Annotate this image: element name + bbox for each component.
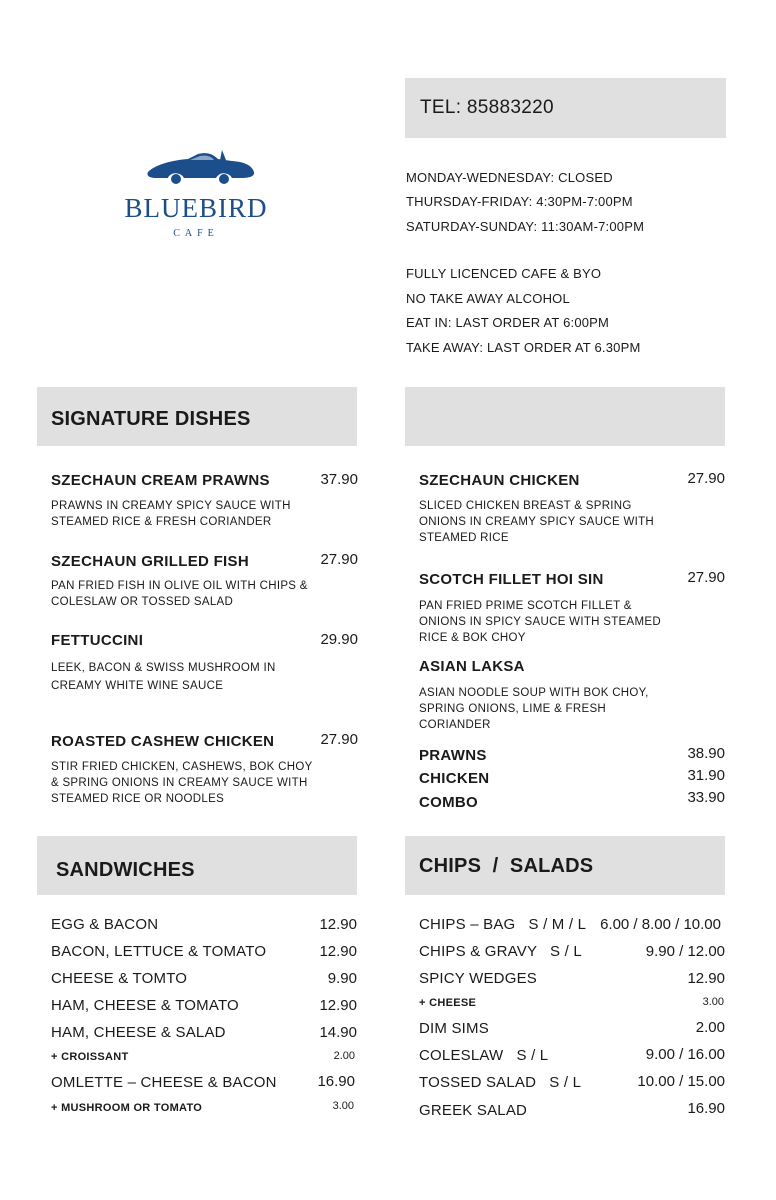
- sandwich-price: 12.90: [319, 997, 357, 1014]
- dish-description: PRAWNS IN CREAMY SPICY SAUCE WITH STEAMED RICE & FRESH CORIANDER: [51, 500, 291, 528]
- signature-header-bar-right: [405, 387, 725, 446]
- chips-addon-name: + CHEESE: [419, 997, 477, 1009]
- phone-number: TEL: 85883220: [420, 97, 554, 118]
- chips-item-name: GREEK SALAD: [419, 1102, 528, 1119]
- chips-item-name: CHIPS – BAG S / M / L: [419, 916, 587, 933]
- laksa-option-price: 33.90: [687, 789, 725, 806]
- sandwich-addon-name: + CROISSANT: [51, 1051, 129, 1063]
- chips-item-price: 6.00 / 8.00 / 10.00: [600, 916, 721, 933]
- hours-line: SATURDAY-SUNDAY: 11:30AM-7:00PM: [406, 219, 645, 234]
- chips-addon-price: 3.00: [702, 996, 724, 1008]
- chips-item-name: SPICY WEDGES: [419, 970, 537, 987]
- sandwich-name: BACON, LETTUCE & TOMATO: [51, 943, 267, 960]
- laksa-option-price: 31.90: [687, 767, 725, 784]
- note-line: EAT IN: LAST ORDER AT 6:00PM: [406, 315, 610, 330]
- sandwiches-title: SANDWICHES: [56, 859, 195, 881]
- sandwich-price: 9.90: [327, 970, 357, 987]
- note-line: FULLY LICENCED CAFE & BYO: [406, 266, 602, 281]
- sandwich-addon-price: 2.00: [333, 1050, 355, 1062]
- sandwich-price: 16.90: [317, 1073, 355, 1090]
- dish-description: PAN FRIED FISH IN OLIVE OIL WITH CHIPS & COLESLAW OR TOSSED SALAD: [51, 580, 308, 608]
- sandwich-name: OMLETTE – CHEESE & BACON: [51, 1074, 277, 1091]
- sandwich-name: HAM, CHEESE & SALAD: [51, 1024, 226, 1041]
- sandwich-price: 12.90: [319, 943, 357, 960]
- laksa-option-name: PRAWNS: [419, 747, 487, 764]
- chips-item-name: TOSSED SALAD S / L: [419, 1074, 582, 1091]
- dish-price: 27.90: [320, 731, 358, 748]
- dish-name: FETTUCCINI: [51, 632, 144, 649]
- sandwich-addon-name: + MUSHROOM OR TOMATO: [51, 1102, 203, 1114]
- note-line: TAKE AWAY: LAST ORDER AT 6.30PM: [406, 340, 641, 355]
- dish-description: ASIAN NOODLE SOUP WITH BOK CHOY, SPRING ONIONS, LIME & FRESH CORIANDER: [419, 687, 649, 731]
- chips-item-price: 16.90: [687, 1100, 725, 1117]
- sandwich-price: 14.90: [319, 1024, 357, 1041]
- chips-item-price: 9.90 / 12.00: [645, 943, 725, 960]
- chips-item-price: 2.00: [695, 1019, 725, 1036]
- dish-price: 27.90: [320, 551, 358, 568]
- dish-name: ASIAN LAKSA: [419, 658, 525, 675]
- chips-item-price: 10.00 / 15.00: [637, 1073, 725, 1090]
- dish-name: SZECHAUN CHICKEN: [419, 472, 580, 489]
- chips-title: CHIPS / SALADS: [419, 855, 594, 877]
- sandwich-name: HAM, CHEESE & TOMATO: [51, 997, 239, 1014]
- laksa-option-name: CHICKEN: [419, 770, 490, 787]
- logo-subtitle: CAFE: [173, 228, 219, 239]
- dish-description: PAN FRIED PRIME SCOTCH FILLET & ONIONS IN SPICY SAUCE WITH STEAMED RICE & BOK CHOY: [419, 600, 661, 644]
- car-icon: [146, 150, 256, 190]
- laksa-option-name: COMBO: [419, 794, 478, 811]
- dish-name: ROASTED CASHEW CHICKEN: [51, 733, 275, 750]
- hours-line: THURSDAY-FRIDAY: 4:30PM-7:00PM: [406, 194, 633, 209]
- dish-price: 27.90: [687, 470, 725, 487]
- dish-price: 37.90: [320, 471, 358, 488]
- laksa-option-price: 38.90: [687, 745, 725, 762]
- sandwich-price: 12.90: [319, 916, 357, 933]
- sandwich-addon-price: 3.00: [332, 1100, 354, 1112]
- dish-description: LEEK, BACON & SWISS MUSHROOM IN CREAMY WHITE WINE SAUCE: [51, 662, 276, 692]
- chips-item-name: DIM SIMS: [419, 1020, 489, 1037]
- dish-price: 29.90: [320, 631, 358, 648]
- dish-name: SZECHAUN CREAM PRAWNS: [51, 472, 270, 489]
- note-line: NO TAKE AWAY ALCOHOL: [406, 291, 570, 306]
- signature-title: SIGNATURE DISHES: [51, 408, 251, 430]
- dish-description: STIR FRIED CHICKEN, CASHEWS, BOK CHOY & SPRING ONIONS IN CREAMY SAUCE WITH STEAMED RICE OR NOODLES: [51, 761, 313, 805]
- hours-line: MONDAY-WEDNESDAY: CLOSED: [406, 170, 613, 185]
- dish-price: 27.90: [687, 569, 725, 586]
- sandwich-name: EGG & BACON: [51, 916, 159, 933]
- sandwich-name: CHEESE & TOMTO: [51, 970, 188, 987]
- dish-description: SLICED CHICKEN BREAST & SPRING ONIONS IN CREAMY SPICY SAUCE WITH STEAMED RICE: [419, 500, 655, 544]
- chips-item-price: 12.90: [687, 970, 725, 987]
- chips-item-price: 9.00 / 16.00: [645, 1046, 725, 1063]
- logo-wordmark: BLUEBIRD: [124, 193, 268, 223]
- chips-item-name: COLESLAW S / L: [419, 1047, 549, 1064]
- dish-name: SCOTCH FILLET HOI SIN: [419, 571, 604, 588]
- chips-item-name: CHIPS & GRAVY S / L: [419, 943, 582, 960]
- dish-name: SZECHAUN GRILLED FISH: [51, 553, 249, 570]
